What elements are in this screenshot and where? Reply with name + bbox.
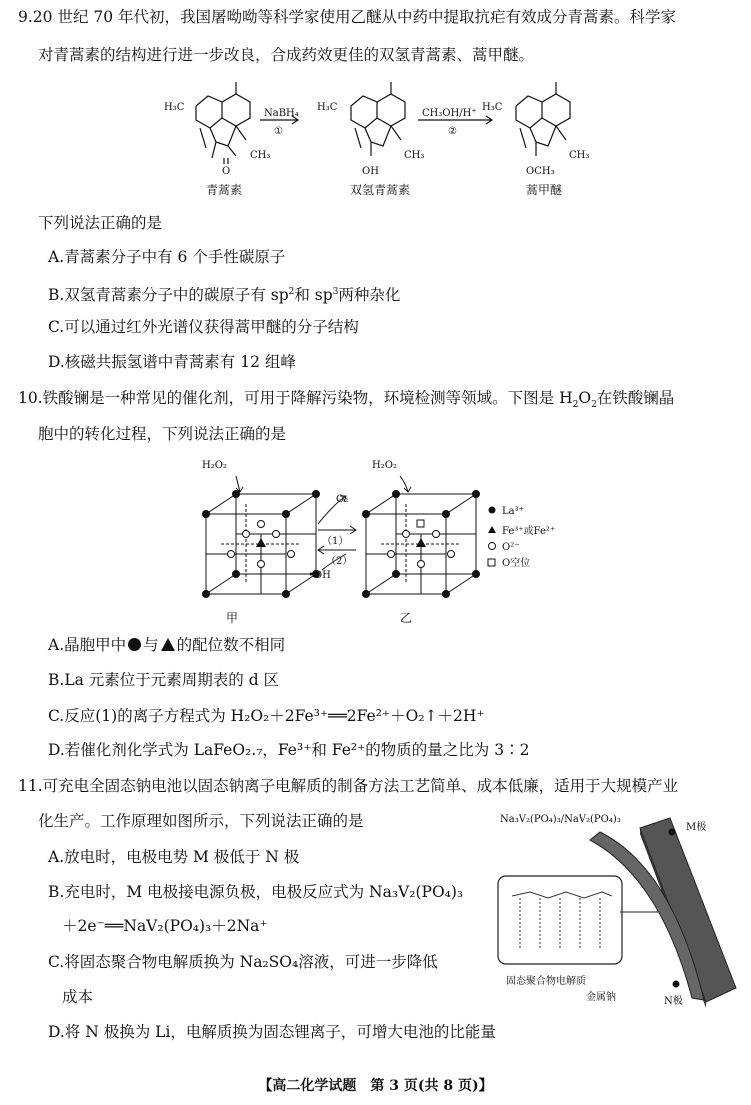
q10-a-mid: 与 [143,636,159,654]
q9-b-pre: B.双氢青蒿素分子中的碳原子有 sp [48,286,289,305]
q9-option-b [48,281,400,306]
q10-line2: 胞中的转化过程，下列说法正确的是 [38,425,287,443]
page-footer: 【高二化学试题 第 3 页(共 8 页)】 [258,1078,493,1094]
q9-line2: 对青蒿素的结构进行进一步改良，合成药效更佳的双氢青蒿素、蒿甲醚。 [38,46,535,64]
q10-legend-fe: Fe³⁺或Fe²⁺ [502,526,556,537]
q10-h2o2-left: H₂O₂ [202,460,227,471]
q10-option-c: C.反应(1)的离子方程式为 H₂O₂＋2Fe³⁺══2Fe²⁺＋O₂↑＋2H⁺ [48,707,485,725]
filled-triangle-icon [161,638,175,651]
q9-name-2: 双氢青蒿素 [350,183,411,197]
q9-h3c-1: H₃C [164,102,185,113]
q9-option-c: C.可以通过红外光谱仪获得蒿甲醚的分子结构 [48,318,359,336]
q9-ch3-1: CH₃ [250,150,271,161]
q9-option-d: D.核磁共振氢谱中青蒿素有 12 组峰 [48,353,296,371]
q9-reagent1: NaBH₄ [264,108,299,119]
q10-line1-post: 在铁酸镧晶 [596,389,675,407]
q11-sodium: 金属钠 [586,992,616,1003]
q10-a-post: 的配位数不相同 [176,636,286,654]
q9-ch3-2: CH₃ [404,150,425,161]
q11-option-b-2: ＋2e⁻══NaV₂(PO₄)₃＋2Na⁺ [62,917,268,935]
q10-cell-yi: 乙 [400,611,413,625]
q11-electrolyte: 固态聚合物电解质 [506,976,586,987]
q10-step2: （2） [326,556,353,567]
q11-n-label: N极 [664,996,683,1007]
q10-oh: •OH [308,570,331,581]
q11-option-a: A.放电时，电极电势 M 极低于 N 极 [48,848,300,866]
q11-option-b-1: B.充电时，M 电极接电源负极，电极反应式为 Na₃V₂(PO₄)₃ [48,883,464,901]
q9-step2: ② [448,126,457,137]
q9-name-1: 青蒿素 [206,183,243,197]
q9-reagent2: CH₃OH/H⁺ [422,108,477,119]
q10-sub2: 2 [591,400,597,411]
q10-step1: （1） [322,536,349,547]
q10-sub1: 2 [572,400,579,411]
q10-o2: O₂ [336,494,349,505]
q9-b-sup1: 2 [288,287,295,297]
q9-h3c-3: H₃C [482,102,503,113]
q9-ch3-3: CH₃ [569,150,590,161]
q11-battery-figure [490,808,740,1018]
q10-h2o2-right: H₂O₂ [372,460,397,471]
q11-line2: 化生产。工作原理如图所示，下列说法正确的是 [38,812,364,830]
q9-stem: 下列说法正确的是 [38,214,163,232]
q10-a-pre: A.晶胞甲中 [48,636,127,654]
q11-m-label: M极 [686,822,707,833]
q10-option-a [48,634,285,656]
q9-b-sup2: 3 [332,287,339,297]
q11-line1: 11.可充电全固态钠电池以固态钠离子电解质的制备方法工艺简单、成本低廉，适用于大规模产业 [18,777,679,795]
q10-option-b: B.La 元素位于元素周期表的 d 区 [48,671,280,689]
q10-cell-jia: 甲 [226,611,239,625]
q9-name-3: 蒿甲醚 [526,183,563,197]
q10-line1-pre: 10.铁酸镧是一种常见的催化剂，可用于降解污染物，环境检测等领域。下图是 H [18,389,573,407]
q10-line1-mid: O [578,389,592,407]
q11-electrode-top: Na₃V₂(PO₄)₃/NaV₂(PO₄)₃ [500,814,621,825]
filled-circle-icon [128,638,141,651]
q10-legend-vacancy: O空位 [502,558,531,569]
q9-oh: OH [362,166,379,177]
q9-och3: OCH₃ [526,166,555,177]
q9-h3c-2: H₃C [317,102,338,113]
q9-option-a: A.青蒿素分子中有 6 个手性碳原子 [48,248,286,266]
q10-legend-o: O²⁻ [502,542,520,553]
q9-line1: 9.20 世纪 70 年代初，我国屠呦呦等科学家使用乙醚从中药中提取抗疟有效成分青蒿素。科学家 [18,8,677,26]
q9-o-1: O [222,166,231,177]
q11-option-c-2: 成本 [62,988,94,1006]
q11-option-d: D.将 N 极换为 Li，电解质换为固态锂离子，可增大电池的比能量 [48,1023,496,1041]
q9-b-post: 两种杂化 [338,286,401,305]
q11-option-c-1: C.将固态聚合物电解质换为 Na₂SO₄溶液，可进一步降低 [48,953,438,971]
q9-reaction-scheme [150,76,610,202]
q9-step1: ① [274,126,283,137]
q10-legend-la: La³⁺ [502,506,524,517]
q10-crystal-figure [196,454,596,626]
q9-b-mid: 和 sp [294,286,333,305]
q10-option-d: D.若催化剂化学式为 LaFeO₂.₇，Fe³⁺和 Fe²⁺的物质的量之比为 3∶2 [48,741,530,759]
q10-line1 [18,387,674,416]
